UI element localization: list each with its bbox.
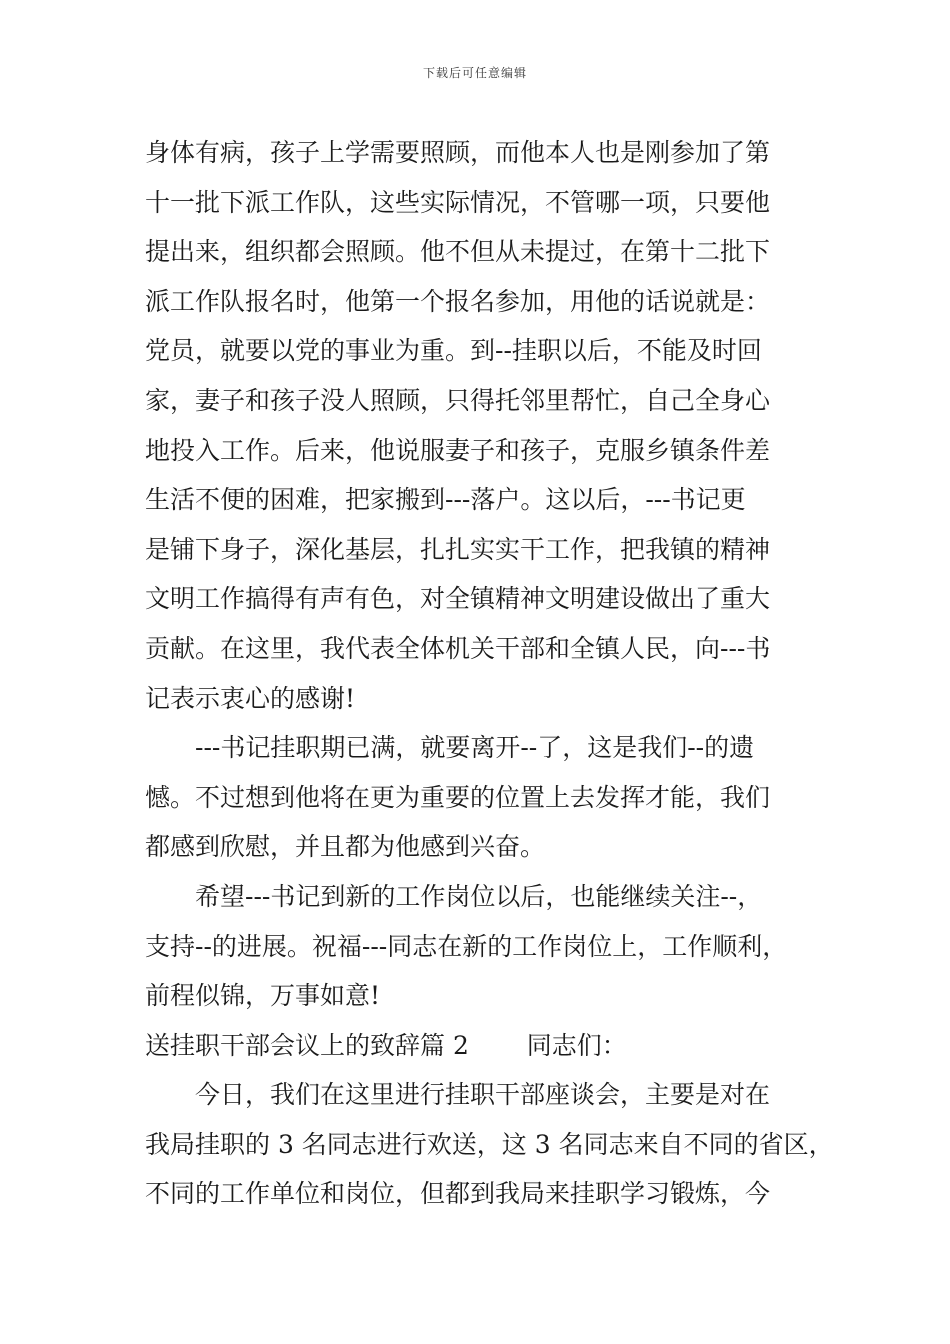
text-line: 地投入工作。后来，他说服妻子和孩子，克服乡镇条件差 (145, 435, 771, 465)
text-line: ---书记挂职期已满，就要离开--了，这是我们--的遗 (145, 733, 755, 763)
text-line: 文明工作搞得有声有色，对全镇精神文明建设做出了重大 (145, 584, 771, 614)
text-line: 不同的工作单位和岗位，但都到我局来挂职学习锻炼，今 (145, 1179, 771, 1209)
text-line: 希望---书记到新的工作岗位以后，也能继续关注--， (145, 881, 763, 911)
text-line: 身体有病，孩子上学需要照顾，而他本人也是刚参加了第 (145, 138, 771, 167)
text-line: 是铺下身子，深化基层，扎扎实实干工作，把我镇的精神 (145, 534, 771, 564)
text-line: 支持--的进展。祝福---同志在新的工作岗位上，工作顺利， (145, 931, 788, 961)
text-line: 生活不便的困难，把家搬到---落户。这以后，---书记更 (145, 485, 746, 515)
text-line: 前程似锦，万事如意! (145, 981, 381, 1011)
text-line: 十一批下派工作队，这些实际情况，不管哪一项，只要他 (145, 187, 771, 217)
text-line: 今日，我们在这里进行挂职干部座谈会，主要是对在 (145, 1080, 771, 1110)
text-line: 记表示衷心的感谢! (145, 683, 356, 713)
text-line: 派工作队报名时，他第一个报名参加，用他的话说就是： (145, 286, 771, 316)
text-line: 党员，就要以党的事业为重。到--挂职以后，不能及时回 (145, 336, 762, 366)
text-line: 我局挂职的 3 名同志进行欢送，这 3 名同志来自不同的省区， (145, 1129, 834, 1159)
text-line: 贡献。在这里，我代表全体机关干部和全镇人民，向---书 (145, 633, 771, 663)
text-line: 提出来，组织都会照顾。他不但从未提过，在第十二批下 (145, 237, 771, 267)
section-heading-line: 送挂职干部会议上的致辞篇 2 同志们： (145, 1030, 627, 1060)
page-header: 下载后可任意编辑 (422, 66, 527, 80)
text-line: 憾。不过想到他将在更为重要的位置上去发挥才能，我们 (145, 782, 771, 812)
document-body (145, 128, 834, 1219)
text-line: 家，妻子和孩子没人照顾，只得托邻里帮忙，自己全身心 (145, 385, 771, 415)
text-line: 都感到欣慰，并且都为他感到兴奋。 (145, 832, 546, 862)
